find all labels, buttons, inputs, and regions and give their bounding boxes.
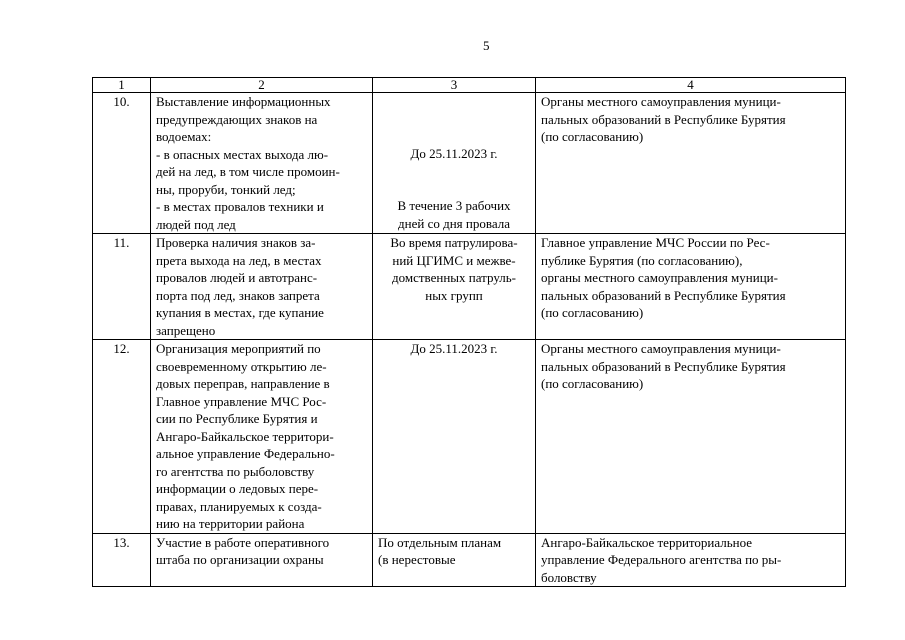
activity-cell: Выставление информационных предупреждающих знаков на водоемах: - в опасных местах выхода лю- дей на лед, в том числе промоин- ны, проруби, тонкий лед; - в местах провалов техники и людей под лед: [151, 93, 373, 234]
deadline-primary: До 25.11.2023 г.: [410, 146, 498, 161]
measures-table: [92, 77, 846, 587]
header-col-2: 2: [151, 78, 373, 93]
header-col-3: 3: [373, 78, 536, 93]
deadline-cell: [373, 93, 536, 234]
row-number: 10.: [93, 93, 151, 234]
row-number: 11.: [93, 234, 151, 340]
table-row: [93, 533, 846, 587]
activity-cell: Организация мероприятий по своевременному открытию ле- довых переправ, направление в Главное управление МЧС Рос- сии по Республике Бурятия и Ангаро-Байкальское территори- альное управление Федерально- го агентства по рыболовству информации о ледовых пере- правах, планируемых к созда- нию на территории района: [151, 340, 373, 534]
row-number: 12.: [93, 340, 151, 534]
header-col-4: 4: [536, 78, 846, 93]
responsible-cell: Органы местного самоуправления муници- пальных образований в Республике Бурятия (по согласованию): [536, 340, 846, 534]
page-number: 5: [483, 38, 490, 53]
responsible-cell: Ангаро-Байкальское территориальное управление Федерального агентства по ры- боловству: [536, 533, 846, 587]
deadline-cell: Во время патрулирова- ний ЦГИМС и межве- домственных патруль- ных групп: [373, 234, 536, 340]
deadline-cell: По отдельным планам (в нерестовые: [373, 533, 536, 587]
responsible-cell: Главное управление МЧС России по Рес- публике Бурятия (по согласованию), органы местного самоуправления муници- пальных образований в Республике Бурятия (по согласованию): [536, 234, 846, 340]
deadline-secondary: В течение 3 рабочих дней со дня провала: [397, 198, 511, 231]
table-row: [93, 93, 846, 234]
table-row: [93, 234, 846, 340]
activity-cell: Участие в работе оперативного штаба по организации охраны: [151, 533, 373, 587]
responsible-cell: Органы местного самоуправления муници- пальных образований в Республике Бурятия (по согласованию): [536, 93, 846, 234]
activity-cell: Проверка наличия знаков за- прета выхода на лед, в местах провалов людей и автотранс- порта под лед, знаков запрета купания в местах, где купание запрещено: [151, 234, 373, 340]
table-header-row: [93, 78, 846, 93]
header-col-1: 1: [93, 78, 151, 93]
row-number: 13.: [93, 533, 151, 587]
table-row: [93, 340, 846, 534]
deadline-cell: До 25.11.2023 г.: [373, 340, 536, 534]
